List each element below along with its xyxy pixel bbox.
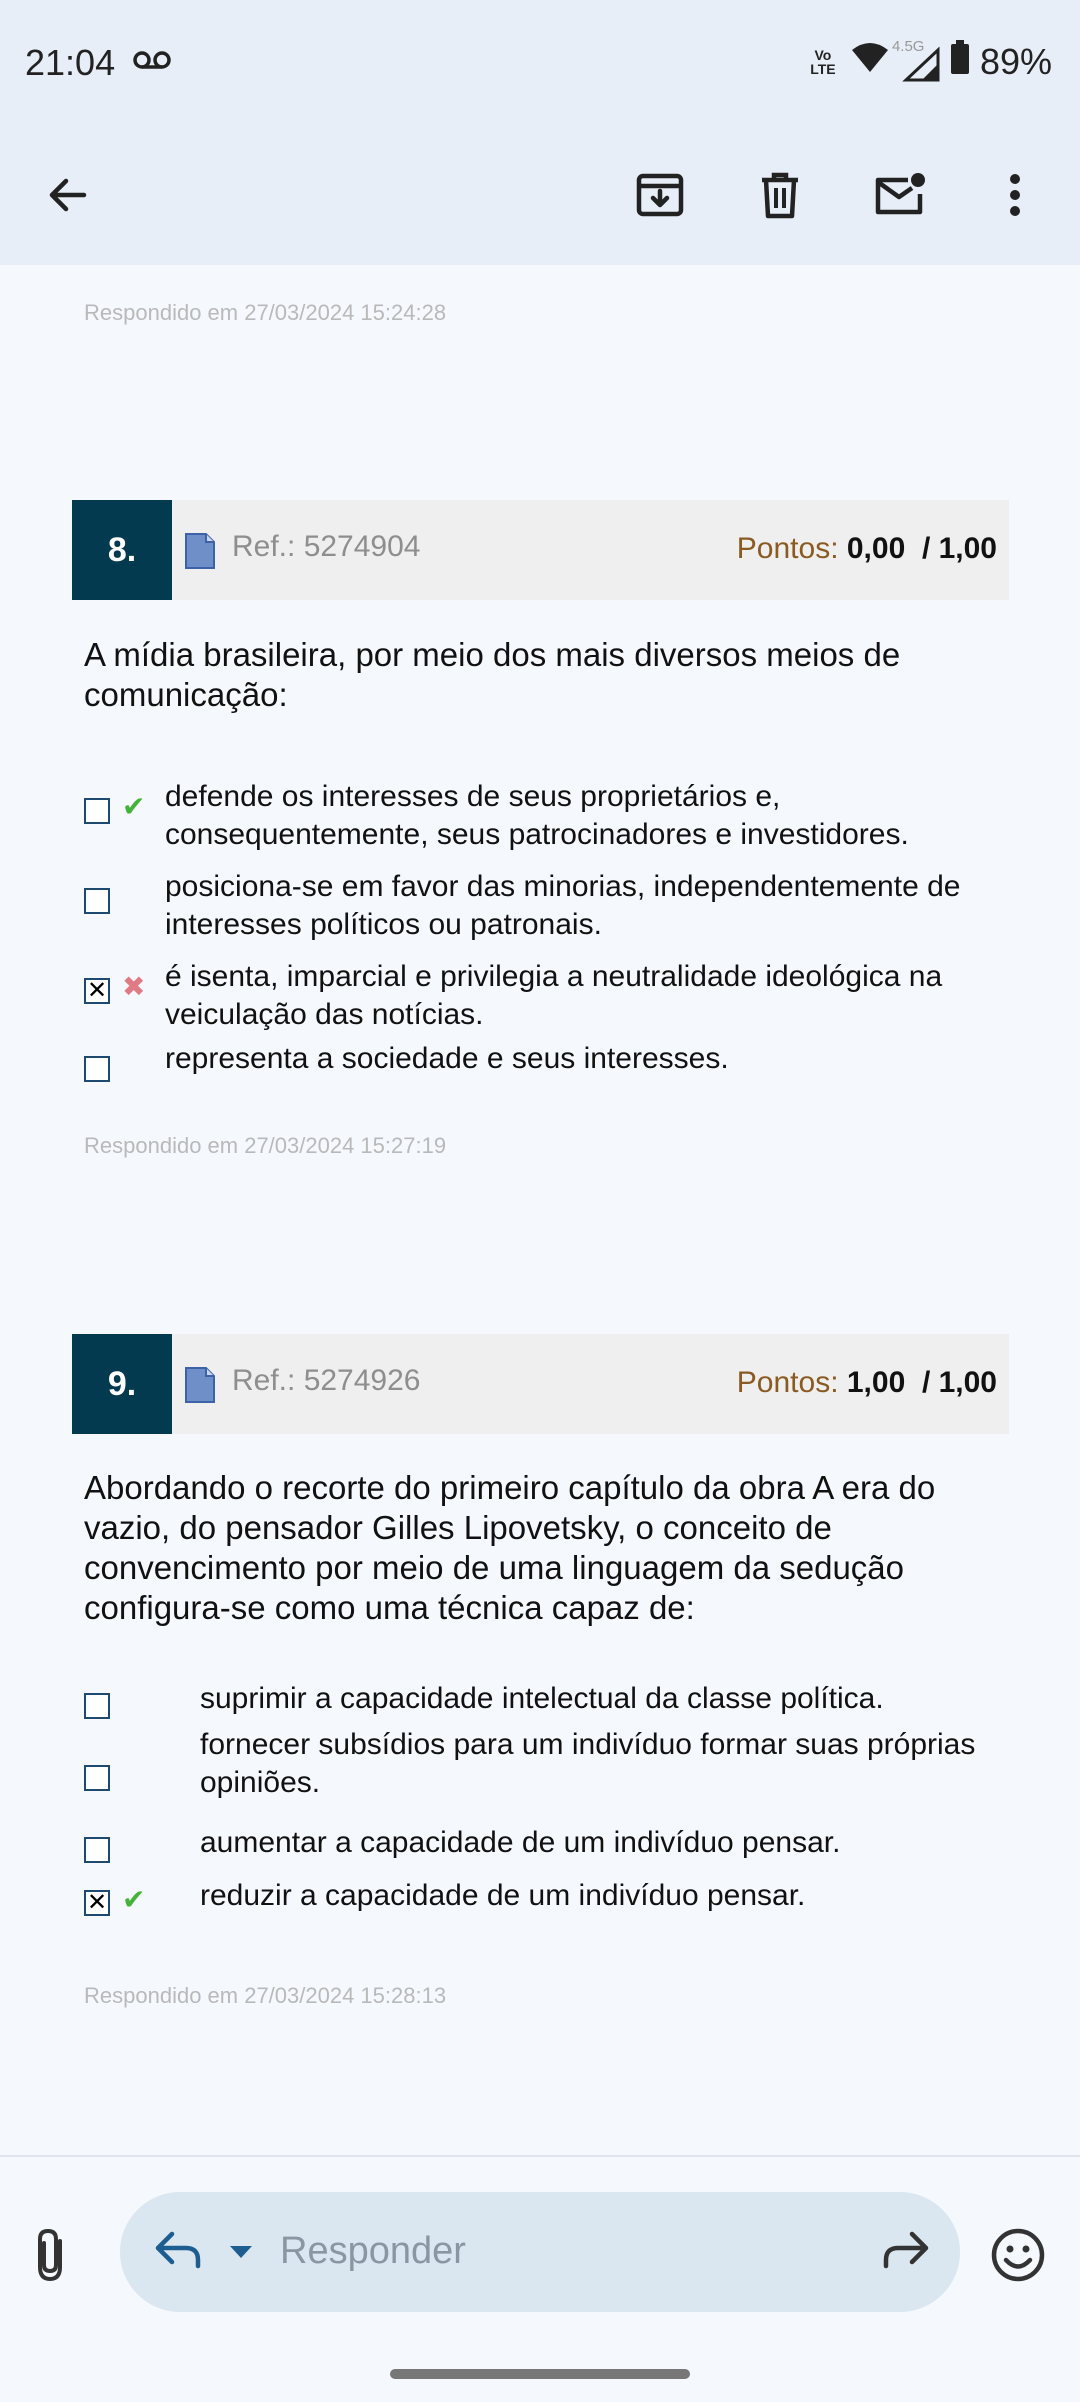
answer-text: aumentar a capacidade de um indivíduo pensar.: [200, 1826, 841, 1859]
answer-checkbox[interactable]: [84, 1056, 110, 1082]
home-indicator[interactable]: [390, 2369, 690, 2379]
mark-unread-button[interactable]: [865, 160, 935, 230]
forward-icon: [880, 2226, 930, 2274]
email-body: [0, 265, 1080, 2155]
answer-text: posiciona-se em favor das minorias, independentemente de interesses políticos ou patronais.: [165, 870, 961, 941]
question-number: 8.: [72, 500, 172, 600]
chevron-down-icon[interactable]: [228, 2244, 254, 2265]
reply-input[interactable]: [120, 2192, 960, 2312]
attach-button[interactable]: [30, 2227, 74, 2288]
question-number: 9.: [72, 1334, 172, 1434]
answer-text: fornecer subsídios para um indivíduo formar suas próprias opiniões.: [200, 1728, 976, 1799]
points-value: 1,00: [846, 1366, 906, 1399]
status-bar: [0, 0, 1080, 125]
answered-timestamp: Respondido em 27/03/2024 15:28:13: [84, 1983, 447, 2008]
document-icon: [184, 1366, 216, 1409]
paperclip-icon: [30, 2227, 74, 2283]
question-ref: Ref.: 5274926: [232, 1364, 421, 1397]
battery-percent: 89%: [979, 40, 1052, 82]
battery-icon: [950, 40, 970, 83]
question-text: Abordando o recorte do primeiro capítulo da obra A era do vazio, do pensador Gilles Lipovetsky, o conceito de convencimento por meio de uma linguagem da sedução configura-se como uma técnica capaz de:: [84, 1469, 936, 1626]
answered-timestamp: Respondido em 27/03/2024 15:24:28: [84, 300, 447, 325]
back-button[interactable]: [33, 160, 103, 230]
trash-icon: [756, 170, 804, 220]
question-points: [737, 532, 997, 566]
answer-checkbox-checked[interactable]: [84, 1890, 110, 1916]
answer-text: representa a sociedade e seus interesses.: [165, 1042, 729, 1075]
answer-text: reduzir a capacidade de um indivíduo pensar.: [200, 1879, 806, 1912]
cell-signal-icon: [891, 37, 940, 80]
points-label: Pontos:: [736, 1366, 839, 1399]
mark-unread-icon: [872, 170, 928, 220]
answer-checkbox[interactable]: [84, 888, 110, 914]
answer-checkbox[interactable]: [84, 1765, 110, 1791]
more-vert-icon: [1005, 171, 1025, 219]
back-arrow-icon: [44, 171, 92, 219]
archive-button[interactable]: [625, 160, 695, 230]
status-time: 21:04: [25, 42, 116, 83]
forward-button[interactable]: [880, 2226, 930, 2279]
question-header: [72, 500, 1009, 600]
reply-bar: [0, 2155, 1080, 2402]
points-total: / 1,00: [921, 532, 997, 565]
answer-checkbox-checked[interactable]: [84, 978, 110, 1004]
answer-text: defende os interesses de seus proprietários e, consequentemente, seus patrocinadores e investidores.: [165, 780, 909, 851]
question-text: A mídia brasileira, por meio dos mais diversos meios de comunicação:: [84, 636, 901, 713]
more-options-button[interactable]: [980, 160, 1050, 230]
answer-checkbox[interactable]: [84, 798, 110, 824]
network-type: 4.5G: [891, 37, 925, 55]
points-label: Pontos:: [736, 532, 839, 565]
question-points: [737, 1366, 997, 1400]
reply-placeholder: Responder: [280, 2230, 466, 2272]
points-total: / 1,00: [921, 1366, 997, 1399]
answer-checkbox[interactable]: [84, 1837, 110, 1863]
volte-icon: Vo LTE: [810, 46, 836, 77]
answer-checkbox[interactable]: [84, 1693, 110, 1719]
wifi-icon: [850, 41, 890, 83]
answered-timestamp: Respondido em 27/03/2024 15:27:19: [84, 1133, 447, 1158]
points-value: 0,00: [846, 532, 906, 565]
archive-icon: [635, 170, 685, 220]
correct-check-icon: ✔: [122, 791, 146, 822]
delete-button[interactable]: [745, 160, 815, 230]
question-ref: Ref.: 5274904: [232, 530, 421, 563]
answer-text: é isenta, imparcial e privilegia a neutralidade ideológica na veiculação das notícias.: [165, 960, 943, 1031]
reply-icon[interactable]: [154, 2226, 204, 2279]
voicemail-icon: [132, 48, 172, 77]
answer-text: suprimir a capacidade intelectual da classe política.: [200, 1682, 884, 1715]
emoji-icon: [990, 2227, 1046, 2283]
emoji-button[interactable]: [990, 2227, 1046, 2288]
correct-check-icon: ✔: [122, 1884, 146, 1915]
question-header: [72, 1334, 1009, 1434]
wrong-x-icon: ✖: [122, 971, 146, 1002]
email-toolbar: [0, 125, 1080, 265]
document-icon: [184, 532, 216, 575]
